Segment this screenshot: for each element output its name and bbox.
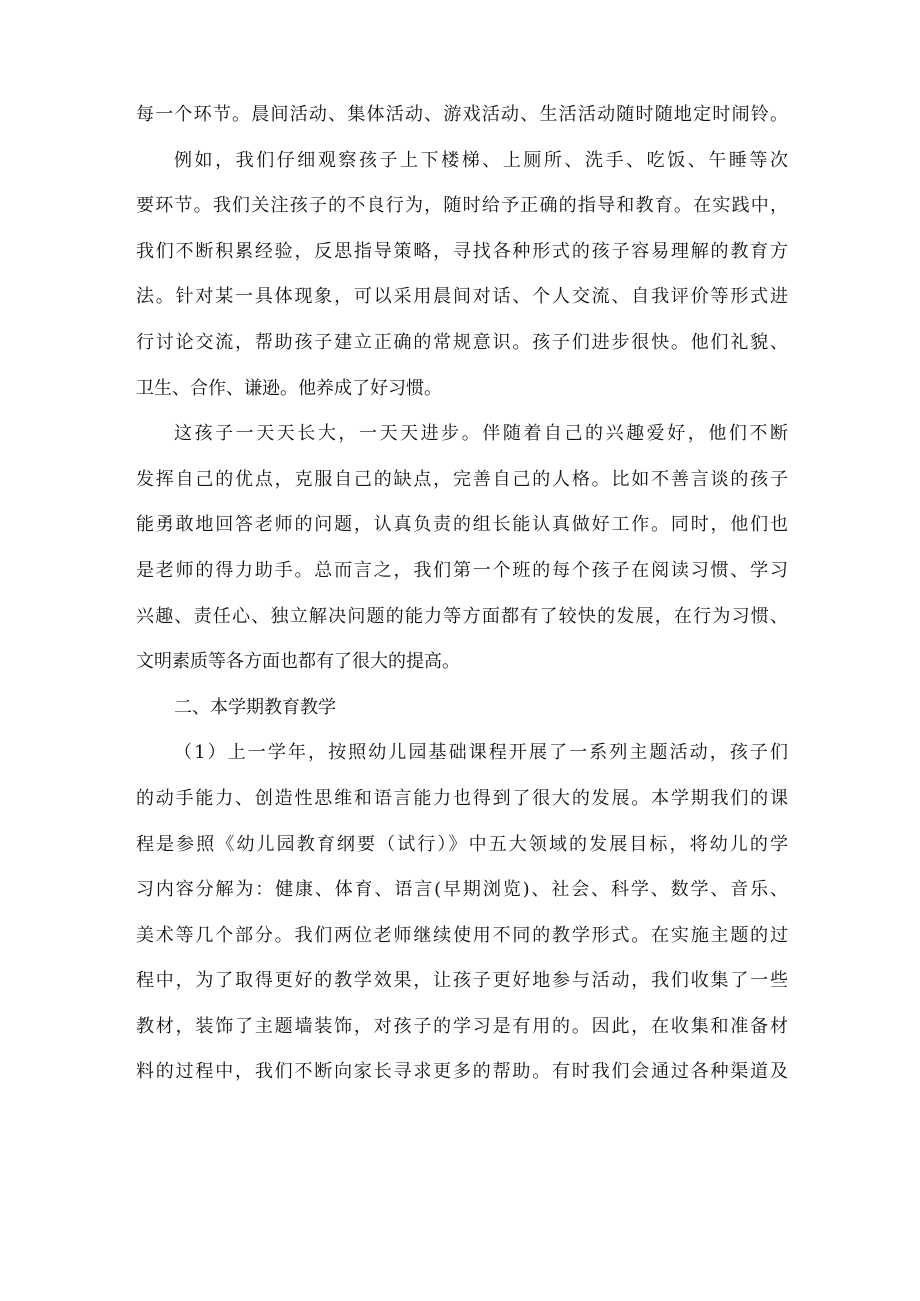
paragraph-last-line: 卫生、合作、谦逊。他养成了好习惯。 bbox=[136, 377, 442, 399]
text-line: 美术等几个部分。我们两位老师继续使用不同的教学形式。在实施主题的过 bbox=[136, 924, 788, 946]
text-line: 每一个环节。晨间活动、集体活动、游戏活动、生活活动随时随地定时闹铃。 bbox=[136, 104, 788, 125]
text-line: 程中，为了取得更好的教学效果，让孩子更好地参与活动，我们收集了一些 bbox=[136, 970, 788, 992]
text-line: 法。针对某一具体现象，可以采用晨间对话、个人交流、自我评价等形式进 bbox=[136, 286, 788, 308]
text-line: 发挥自己的优点，克服自己的缺点，完善自己的人格。比如不善言谈的孩子 bbox=[136, 468, 788, 490]
text-line: 能勇敢地回答老师的问题，认真负责的组长能认真做好工作。同时，他们也 bbox=[136, 514, 788, 536]
text-line: 要环节。我们关注孩子的不良行为，随时给予正确的指导和教育。在实践中， bbox=[136, 195, 788, 217]
text-line: 教材，装饰了主题墙装饰，对孩子的学习是有用的。因此，在收集和准备材 bbox=[136, 1015, 788, 1037]
text-line: 料的过程中，我们不断向家长寻求更多的帮助。有时我们会通过各种渠道及 bbox=[136, 1061, 788, 1083]
section-heading: 二、本学期教育教学 bbox=[174, 696, 336, 718]
text-line: 习内容分解为：健康、体育、语言(早期浏览)、社会、科学、数学、音乐、 bbox=[136, 879, 788, 901]
body-text bbox=[136, 92, 788, 1095]
text-line: 兴趣、责任心、独立解决问题的能力等方面都有了较快的发展，在行为习惯、 bbox=[136, 605, 788, 627]
paragraph-first-line: 例如，我们仔细观察孩子上下楼梯、上厕所、洗手、吃饭、午睡等次 bbox=[174, 149, 788, 171]
paragraph-first-line: 这孩子一天天长大，一天天进步。伴随着自己的兴趣爱好，他们不断 bbox=[174, 423, 788, 445]
text-line: 的动手能力、创造性思维和语言能力也得到了很大的发展。本学期我们的课 bbox=[136, 787, 788, 809]
text-line: 是老师的得力助手。总而言之，我们第一个班的每个孩子在阅读习惯、学习 bbox=[136, 559, 788, 581]
paragraph-last-line: 文明素质等各方面也都有了很大的提高。 bbox=[136, 651, 460, 673]
text-line: 我们不断积累经验，反思指导策略，寻找各种形式的孩子容易理解的教育方 bbox=[136, 240, 788, 262]
paragraph-first-line: （1）上一学年，按照幼儿园基础课程开展了一系列主题活动，孩子们 bbox=[174, 742, 788, 764]
text-line: 行讨论交流，帮助孩子建立正确的常规意识。孩子们进步很快。他们礼貌、 bbox=[136, 331, 788, 353]
text-line: 程是参照《幼儿园教育纲要（试行）》中五大领域的发展目标，将幼儿的学 bbox=[136, 833, 788, 855]
